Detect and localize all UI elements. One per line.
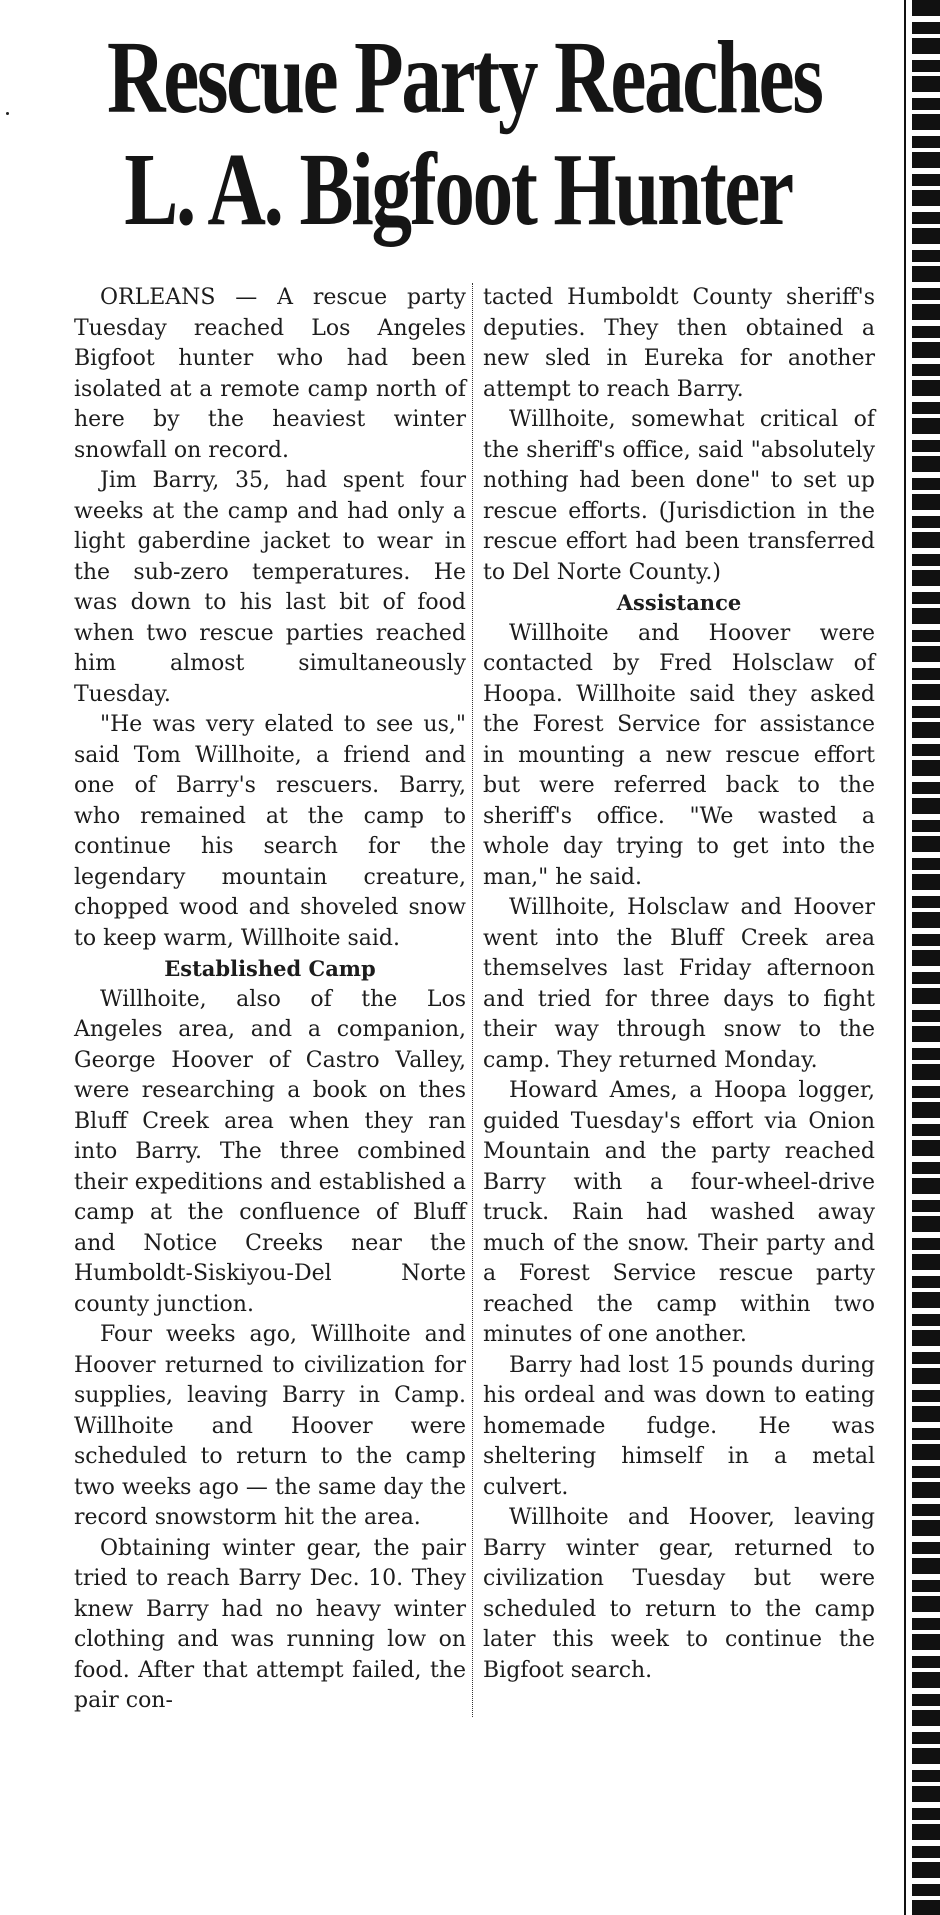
article-body	[74, 283, 875, 1717]
paragraph: ORLEANS — A rescue party Tuesday reached Los Angeles Bigfoot hunter who had been isolated at a remote camp north of here by the heaviest winter snowfall on record.	[74, 285, 466, 463]
paragraph: Willhoite, also of the Los Angeles area, and a companion, George Hoover of Castro Valley, were researching a book on thes Bluff Creek area when they ran into Barry. The three combined their expeditions and established a camp at the confluence of Bluff and Notice Creeks near the Humboldt-Siskiyou-Del Norte county junction.	[74, 986, 466, 1317]
paragraph: Obtaining winter gear, the pair tried to reach Barry Dec. 10. They knew Barry had no heavy winter clothing and was running low on food. After that attempt failed, the pair con-	[74, 1535, 466, 1713]
paragraph: "He was very elated to see us," said Tom Willhoite, a friend and one of Barry's rescuers. Barry, who remained at the camp to continue his search for the legendary mountain creature, chopped wood and shoveled snow to keep warm, Willhoite said.	[74, 712, 466, 951]
paragraph: Jim Barry, 35, had spent four weeks at the camp and had only a light gaberdine jacket to wear in the sub-zero temperatures. He was down to his last bit of food when two rescue parties reached him almost simultaneously Tuesday.	[74, 468, 466, 707]
headline	[107, 20, 822, 247]
subheading-assistance: Assistance	[616, 590, 742, 615]
torn-page-edge	[912, 0, 940, 1915]
page-edge-rule	[904, 0, 906, 1915]
paragraph: Willhoite, somewhat critical of the sheriff's office, said "absolutely nothing had been done" to set up rescue efforts. (Jurisdiction in the rescue effort had been transferred to Del Norte County.)	[483, 407, 875, 585]
paragraph: tacted Humboldt County sheriff's deputies. They then obtained a new sled in Eureka for another attempt to reach Barry.	[483, 285, 875, 402]
paragraph: Willhoite, Holsclaw and Hoover went into the Bluff Creek area themselves last Friday afternoon and tried for three days to fight their way through snow to the camp. They returned Monday.	[483, 895, 875, 1073]
print-speck	[6, 112, 9, 115]
right-column	[483, 283, 875, 1686]
paragraph: Four weeks ago, Willhoite and Hoover returned to civilization for supplies, leaving Barry in Camp. Willhoite and Hoover were scheduled to return to the camp two weeks ago — the same day the record snowstorm hit the area.	[74, 1322, 466, 1530]
column-divider	[472, 283, 477, 1717]
headline-line-2: L. A. Bigfoot Hunter	[124, 132, 792, 247]
left-column	[74, 283, 466, 1717]
paragraph: Willhoite and Hoover were contacted by Fred Holsclaw of Hoopa. Willhoite said they asked the Forest Service for assistance in mounting a new rescue effort but were referred back to the sheriff's office. "We wasted a whole day trying to get into the man," he said.	[483, 620, 875, 890]
paragraph: Barry had lost 15 pounds during his ordeal and was down to eating homemade fudge. He was sheltering himself in a metal culvert.	[483, 1352, 875, 1500]
paragraph: Howard Ames, a Hoopa logger, guided Tuesday's effort via Onion Mountain and the party reached Barry with a four-wheel-drive truck. Rain had washed away much of the snow. Their party and a Forest Service rescue party reached the camp within two minutes of one another.	[483, 1078, 875, 1347]
paragraph: Willhoite and Hoover, leaving Barry winter gear, returned to civilization Tuesday but were scheduled to return to the camp later this week to continue the Bigfoot search.	[483, 1505, 875, 1683]
headline-line-1: Rescue Party Reaches	[107, 20, 822, 135]
subheading-established-camp: Established Camp	[164, 956, 376, 981]
